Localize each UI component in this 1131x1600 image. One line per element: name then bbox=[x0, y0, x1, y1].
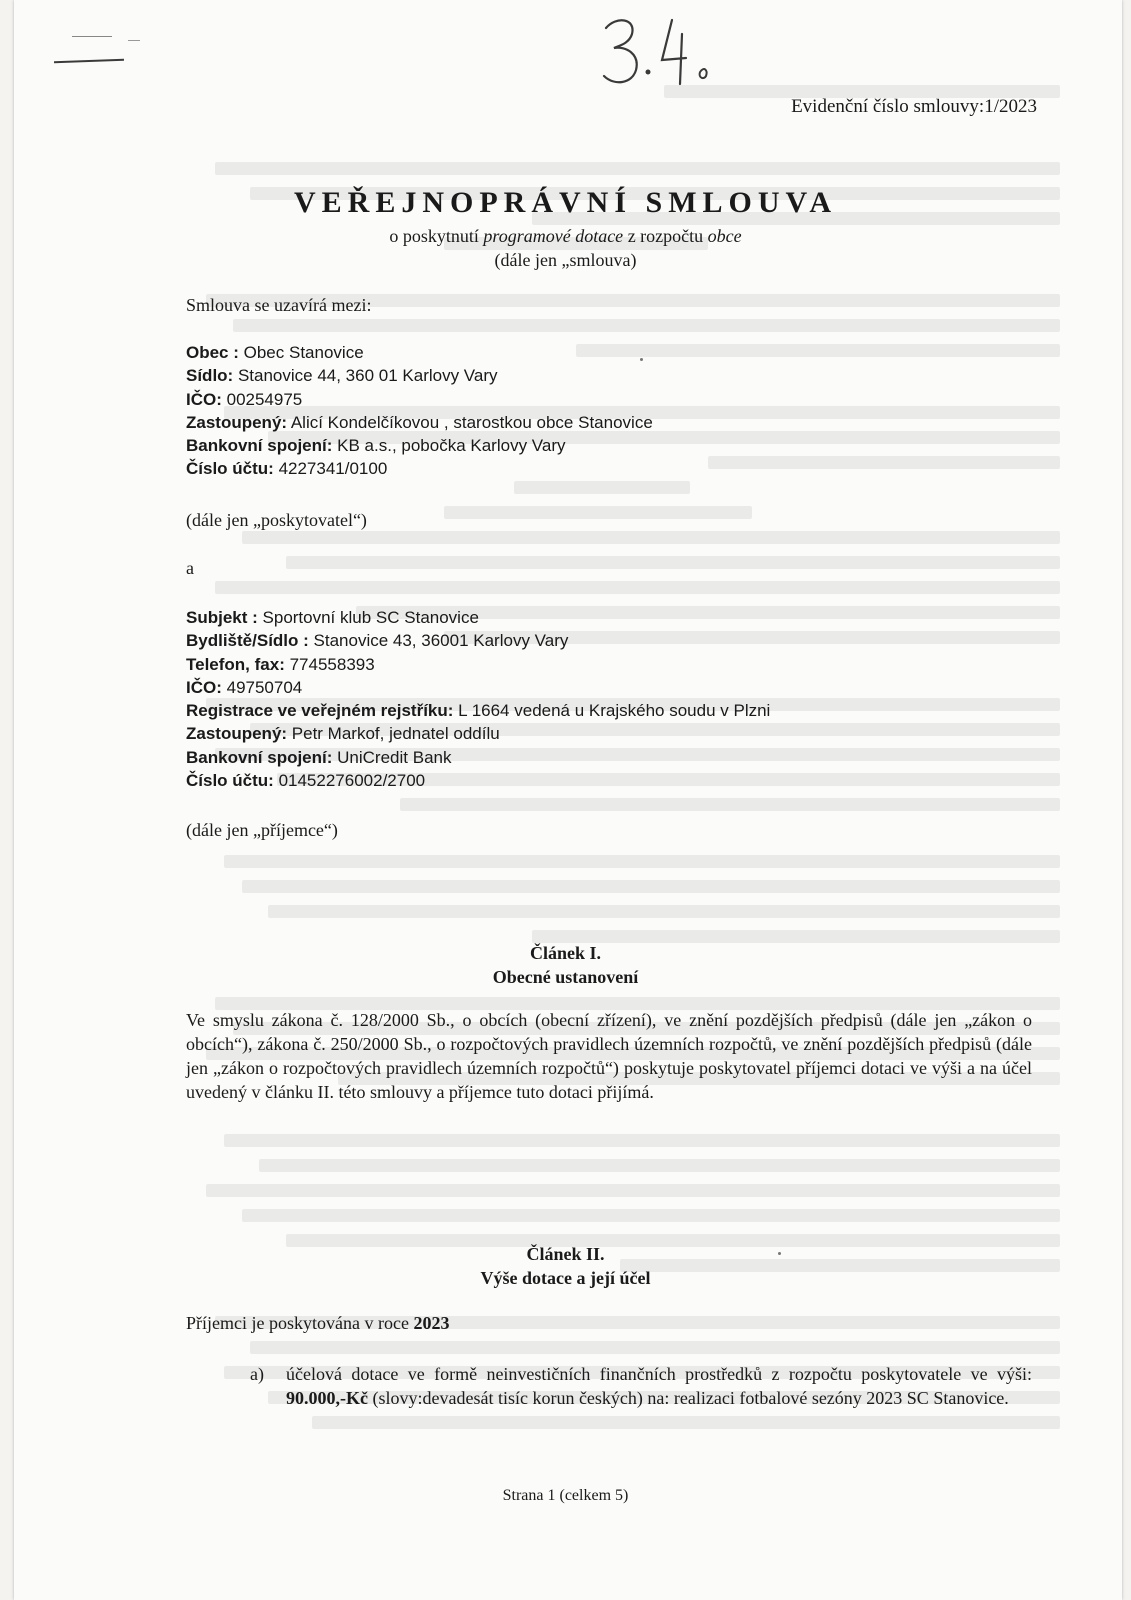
recipient-representative bbox=[186, 722, 770, 745]
field-value: Petr Markof, jednatel oddílu bbox=[287, 724, 500, 744]
article-2-year: 2023 bbox=[413, 1313, 450, 1333]
provider-alias: (dále jen „poskytovatel“) bbox=[186, 510, 367, 530]
field-value: Alicí Kondelčíkovou , starostkou obce Stanovice bbox=[287, 412, 653, 432]
document-subtitle bbox=[0, 224, 1131, 272]
field-value: L 1664 vedená u Krajského soudu v Plzni bbox=[453, 701, 771, 721]
field-label: Číslo účtu: bbox=[186, 459, 274, 479]
recipient-ico bbox=[186, 676, 770, 699]
article-2-item-a bbox=[250, 1362, 1032, 1410]
conjunction: a bbox=[186, 558, 194, 578]
field-label: Bankovní spojení: bbox=[186, 747, 333, 767]
scan-mark bbox=[72, 36, 112, 37]
recipient-phone bbox=[186, 653, 770, 676]
article-1-heading: Článek I. bbox=[529, 943, 601, 963]
field-label: IČO: bbox=[186, 389, 222, 409]
recipient-subject bbox=[186, 606, 770, 629]
subtitle-alias: (dále jen „smlouva) bbox=[494, 250, 637, 270]
field-label: Obec : bbox=[186, 343, 239, 362]
field-value: Stanovice 43, 36001 Karlovy Vary bbox=[308, 631, 569, 651]
field-label: Číslo účtu: bbox=[186, 771, 274, 791]
field-value: Sportovní klub SC Stanovice bbox=[257, 608, 479, 627]
article-2-body bbox=[186, 1313, 449, 1334]
field-label: IČO: bbox=[186, 677, 222, 697]
recipient-bank bbox=[186, 746, 770, 769]
page-number: Strana 1 (celkem 5) bbox=[502, 1487, 629, 1504]
subtitle-text: o poskytnutí bbox=[389, 226, 484, 246]
document-title: VEŘEJNOPRÁVNÍ SMLOUVA bbox=[294, 186, 837, 219]
field-value: Obec Stanovice bbox=[238, 343, 364, 362]
recipient-alias: (dále jen „příjemce“) bbox=[186, 820, 338, 840]
field-value: 774558393 bbox=[284, 654, 375, 674]
field-label: Zastoupený: bbox=[186, 412, 288, 432]
subtitle-text: z rozpočtu bbox=[623, 226, 708, 246]
provider-details bbox=[186, 341, 653, 481]
field-label: Subjekt : bbox=[186, 608, 258, 627]
provider-ico bbox=[186, 388, 653, 411]
field-value: 49750704 bbox=[221, 677, 303, 697]
provider-municipality bbox=[186, 341, 653, 364]
field-label: Registrace ve veřejném rejstříku: bbox=[186, 701, 454, 721]
article-1-body: Ve smyslu zákona č. 128/2000 Sb., o obcích (obecní zřízení), ve znění pozdějších předpisů (dále jen „zákon o obcích“), zákona č. 250/2000 Sb., o rozpočtových pravidlech územních rozpočtů, ve znění pozdějších předpisů (dále jen „zákon o rozpočtových pravidlech územních rozpočtů“) poskytuje poskytovatel příjemci dotaci ve výši a na účel uvedený v článku II. této smlouvy a příjemce tuto dotaci přijímá. bbox=[186, 1010, 1032, 1102]
field-label: Bydliště/Sídlo : bbox=[186, 631, 309, 651]
field-label: Telefon, fax: bbox=[186, 654, 285, 674]
item-text: (slovy:devadesát tisíc korun českých) na: realizaci fotbalové sezóny 2023 SC Stanovice. bbox=[367, 1388, 1009, 1408]
article-1-subheading: Obecné ustanovení bbox=[492, 967, 639, 987]
handwritten-note bbox=[596, 10, 716, 90]
recipient-seat bbox=[186, 629, 770, 652]
field-value: 4227341/0100 bbox=[273, 459, 388, 479]
item-text: účelová dotace ve formě neinvestičních finančních prostředků z rozpočtu poskytovatele ve výši: bbox=[286, 1364, 1032, 1384]
provider-seat bbox=[186, 364, 653, 387]
provider-representative bbox=[186, 411, 653, 434]
article-2-subheading: Výše dotace a její účel bbox=[480, 1268, 651, 1288]
field-value: KB a.s., pobočka Karlovy Vary bbox=[332, 436, 566, 456]
field-label: Sídlo: bbox=[186, 366, 234, 386]
subtitle-italic: obce bbox=[707, 226, 742, 246]
article-2-body-text: Příjemci je poskytována v roce bbox=[186, 1313, 414, 1333]
field-value: Stanovice 44, 360 01 Karlovy Vary bbox=[233, 366, 498, 386]
scan-mark bbox=[128, 40, 140, 41]
article-2-heading: Článek II. bbox=[526, 1244, 605, 1264]
recipient-account bbox=[186, 769, 770, 792]
dotation-amount: 90.000,-Kč bbox=[286, 1388, 368, 1408]
subtitle-italic: programové dotace bbox=[483, 226, 624, 246]
parties-intro: Smlouva se uzavírá mezi: bbox=[186, 295, 372, 315]
recipient-registration bbox=[186, 699, 770, 722]
field-value: 00254975 bbox=[221, 389, 303, 409]
field-value: UniCredit Bank bbox=[332, 747, 452, 767]
recipient-details bbox=[186, 606, 770, 792]
provider-bank bbox=[186, 434, 653, 457]
item-marker: a) bbox=[250, 1364, 264, 1384]
field-value: 01452276002/2700 bbox=[273, 771, 426, 791]
field-label: Zastoupený: bbox=[186, 724, 288, 744]
provider-account bbox=[186, 457, 653, 480]
field-label: Bankovní spojení: bbox=[186, 436, 333, 456]
evidence-number: Evidenční číslo smlouvy:1/2023 bbox=[791, 96, 1037, 117]
